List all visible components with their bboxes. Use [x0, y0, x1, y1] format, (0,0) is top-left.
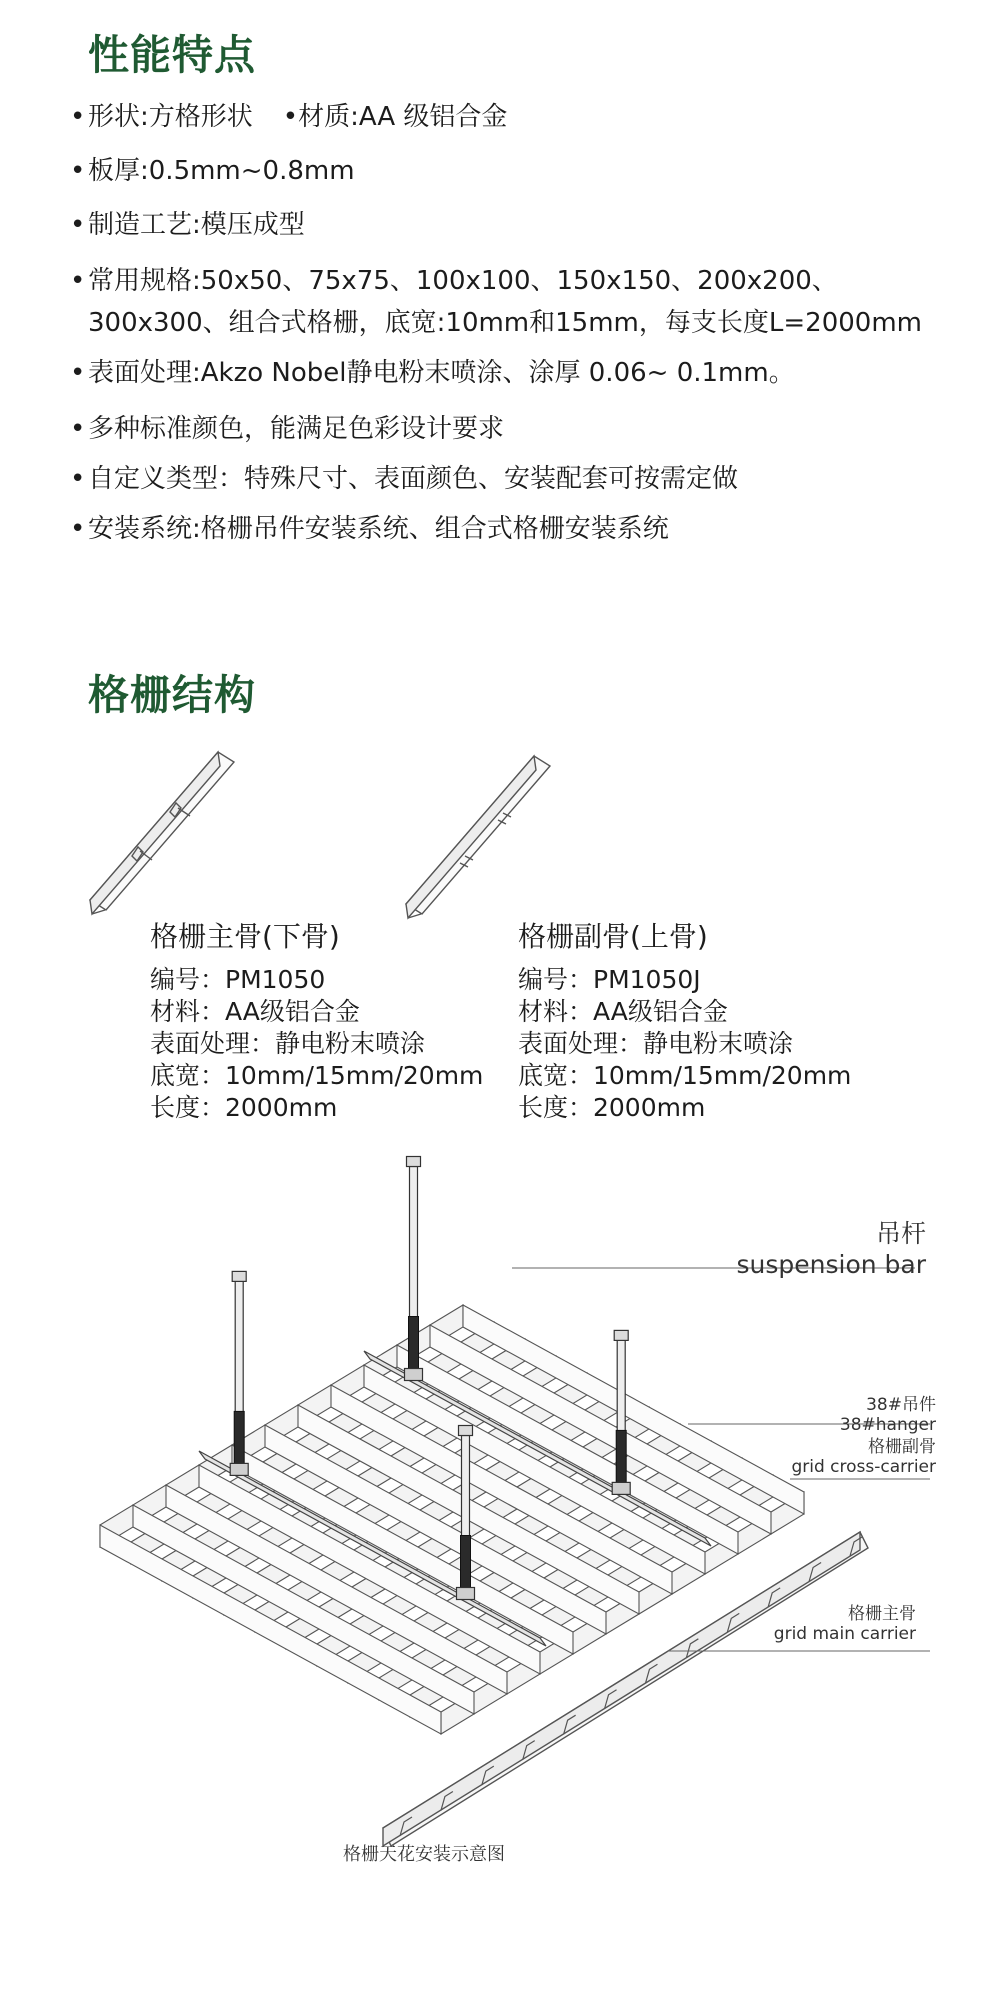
main-carrier-name: 格栅主骨(下骨) [150, 920, 340, 953]
diagram-caption: 格栅天花安装示意图 [343, 1844, 505, 1865]
spec-row: 底宽：10mm/15mm/20mm [518, 1061, 852, 1090]
rod-cap [232, 1271, 246, 1281]
threaded-section [409, 1317, 419, 1372]
cross-carrier-spec [518, 918, 851, 1124]
feature-text: 多种标准颜色，能满足色彩设计要求 [88, 414, 505, 444]
feature-text: 制造工艺:模压成型 [88, 210, 305, 240]
cross-carrier-label: 格栅副骨 grid cross-carrier [791, 1437, 936, 1477]
spec-row: 材料：AA级铝合金 [518, 997, 728, 1026]
spec-row: 长度：2000mm [150, 1093, 338, 1122]
feature-text: 表面处理:Akzo Nobel静电粉末喷涂、涂厚 0.06~ 0.1mm。 [88, 358, 795, 388]
spec-row: 编号：PM1050 [150, 965, 326, 994]
hanger-clip [405, 1369, 423, 1381]
main-carrier-spec [150, 918, 483, 1124]
feature-text: 安装系统:格栅吊件安装系统、组合式格栅安装系统 [88, 514, 669, 544]
bullet: • [70, 514, 86, 544]
features-title: 性能特点 [88, 31, 256, 79]
bullet: • [70, 464, 86, 494]
spec-row: 材料：AA级铝合金 [150, 997, 360, 1026]
threaded-section [461, 1536, 471, 1591]
main-carrier-label: 格栅主骨 grid main carrier [773, 1604, 916, 1644]
main-carrier-drawing [90, 752, 234, 914]
hanger-clip [230, 1463, 248, 1475]
spec-row: 底宽：10mm/15mm/20mm [150, 1061, 484, 1090]
suspension-bar-label: 吊杆 suspension bar [736, 1219, 926, 1279]
feature-text: 自定义类型：特殊尺寸、表面颜色、安装配套可按需定做 [88, 464, 739, 494]
bullet: • [70, 266, 86, 296]
feature-text: 板厚:0.5mm~0.8mm [88, 156, 355, 186]
cross-carrier-drawing [406, 756, 550, 918]
feature-text: •材质:AA 级铝合金 [282, 102, 508, 132]
bullet: • [70, 210, 86, 240]
bullet: • [70, 156, 86, 186]
hanger-clip [612, 1482, 630, 1494]
rod-cap [614, 1330, 628, 1340]
cross-carrier-name: 格栅副骨(上骨) [518, 920, 708, 953]
bullet: • [70, 414, 86, 444]
spec-row: 表面处理：静电粉末喷涂 [518, 1029, 794, 1058]
rod-cap [459, 1426, 473, 1436]
rod-cap [407, 1157, 421, 1167]
threaded-section [616, 1430, 626, 1485]
spec-row: 长度：2000mm [518, 1093, 706, 1122]
feature-text-continued: 300x300、组合式格栅，底宽:10mm和15mm，每支长度L=2000mm [88, 308, 922, 338]
bullet: • [70, 102, 86, 132]
hanger-clip [457, 1588, 475, 1600]
feature-text: 常用规格:50x50、75x75、100x100、150x150、200x200、 [88, 266, 838, 296]
spec-row: 编号：PM1050J [518, 965, 701, 994]
bullet: • [70, 358, 86, 388]
spec-row: 表面处理：静电粉末喷涂 [150, 1029, 426, 1058]
hanger-label: 38#吊件 38#hanger [839, 1395, 936, 1435]
feature-text: 形状:方格形状 [88, 102, 253, 132]
threaded-section [234, 1411, 244, 1466]
structure-title: 格栅结构 [88, 671, 256, 719]
